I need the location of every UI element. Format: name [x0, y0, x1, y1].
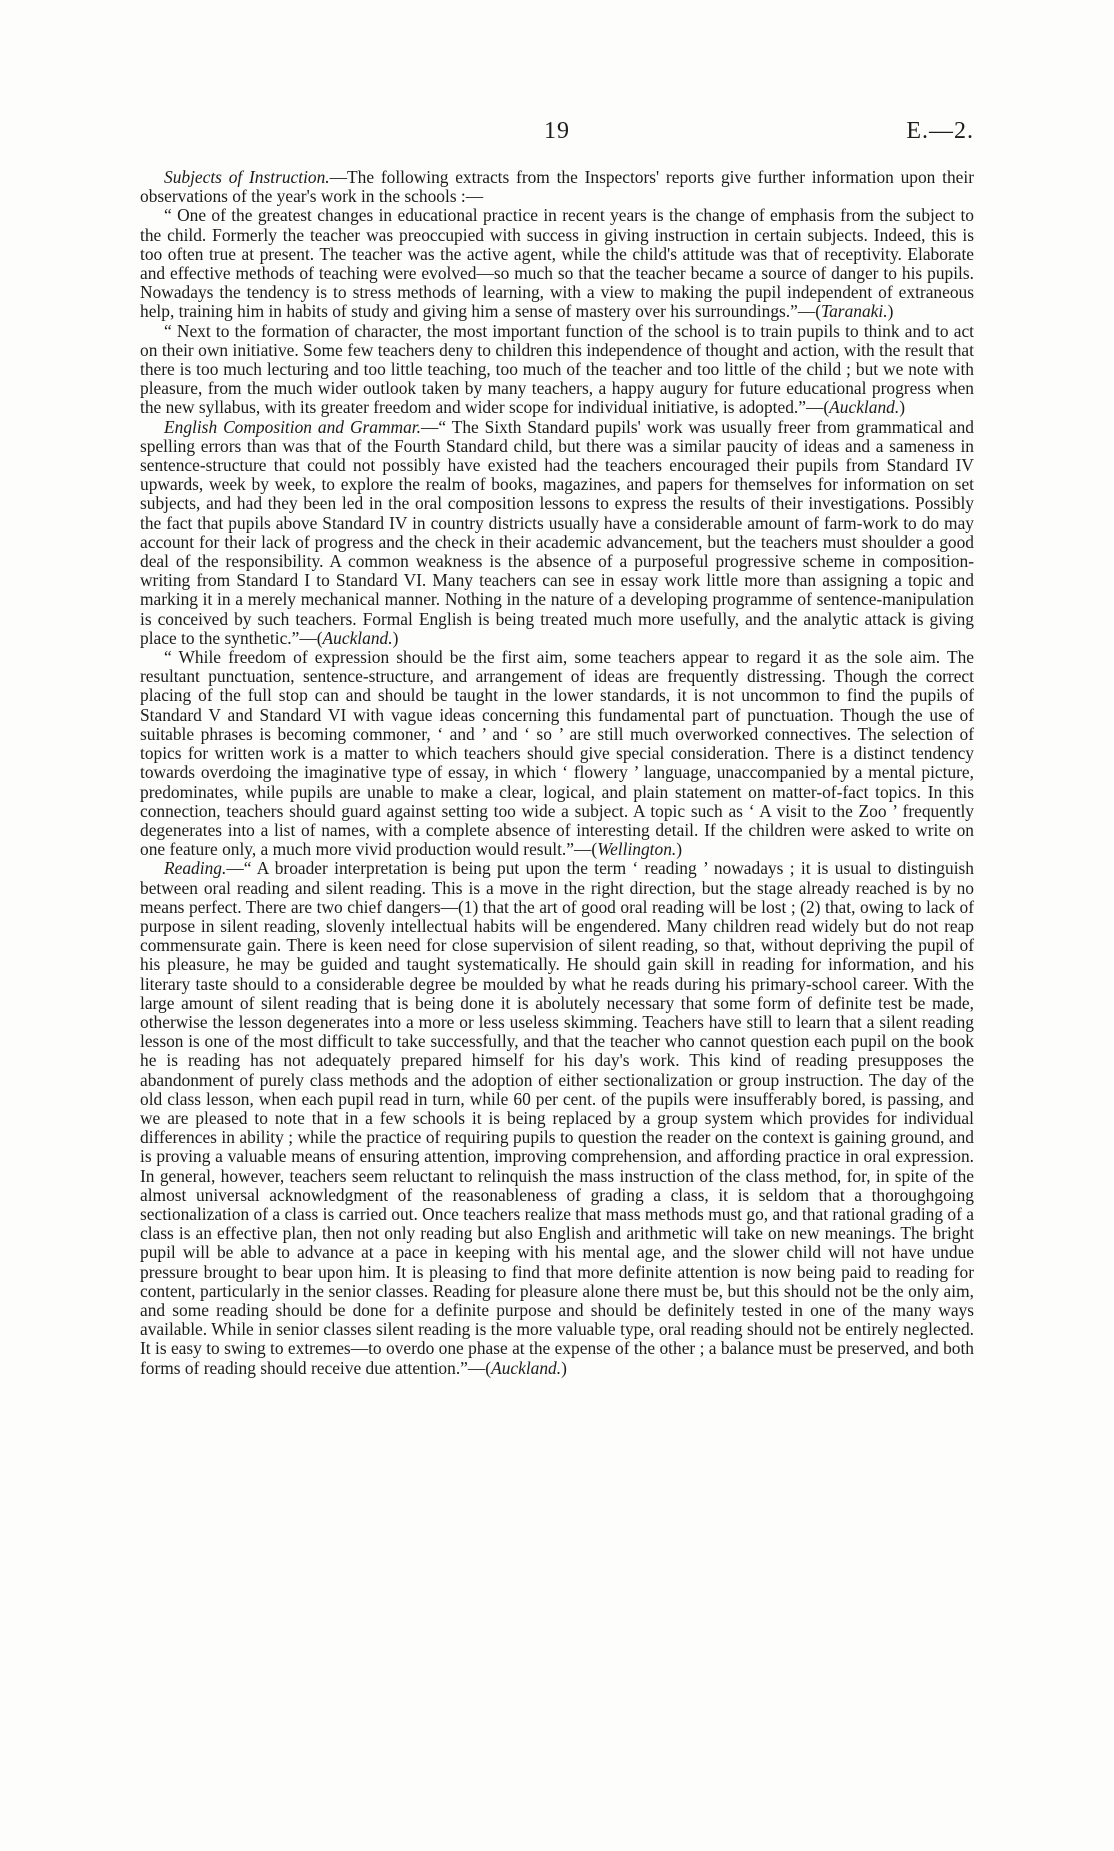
- paragraph-reading: [140, 859, 974, 1377]
- page-header: [140, 118, 974, 148]
- paragraph-text: —“ A broader interpretation is being put upon the term ‘ reading ’ nowadays ; it is usual to distinguish between oral reading and silent reading. This is a move in the right direction, but the stage already reached is by no means perfect. There are two chief dangers—(1) that the art of good oral reading will be lost ; (2) that, owing to lack of purpose in silent reading, slovenly intellectual habits will be engendered. Many children read widely but do not reap commensurate gain. There is keen need for close supervision of silent reading, so that, without depriving the pupil of his pleasure, he may be guided and taught systematically. He should gain skill in reading for information, and his literary taste should to a considerable degree be moulded by what he reads during his primary-school career. With the large amount of silent reading that is being done it is abolutely necessary that some form of definite test be made, otherwise the lesson degenerates into a more or less useless skimming. Teachers have still to learn that a silent reading lesson is one of the most difficult to take successfully, and that the teacher who cannot question each pupil on the book he is reading has not adequately prepared himself for his day's work. This kind of reading presupposes the abandonment of purely class methods and the adoption of either sectionalization or group instruction. The day of the old class lesson, when each pupil read in turn, while 60 per cent. of the pupils were insufferably bored, is passing, and we are pleased to note that in a few schools it is being replaced by a group system which provides for individual differences in ability ; while the practice of requiring pupils to question the reader on the context is gaining ground, and is proving a valuable means of ensuring attention, improving comprehension, and affording practice in oral expression. In general, however, teachers seem reluctant to relinquish the mass instruction of the class method, for, in spite of the almost universal acknowledgment of the reasonableness of grading a class, it is seldom that a thoroughgoing sectionalization of a class is carried out. Once teachers realize that mass methods must go, and that rational grading of a class is an effective plan, then not only reading but also English and arithmetic will take on new meanings. The bright pupil will be able to advance at a pace in keeping with his mental age, and the slower child will not have undue pressure brought to bear upon him. It is pleasing to find that more definite attention is now being paid to reading for content, particularly in the senior classes. Reading for pleasure alone there must be, but this should not be the only aim, and some reading should be done for a definite purpose and should be definitely tested in one of the many ways available. While in senior classes silent reading is the more valuable type, oral reading should not be entirely neglected. It is easy to swing to extremes—to overdo one phase at the expense of the other ; a balance must be preserved, and both forms of reading should receive due attention.”—(: [140, 858, 974, 1378]
- source-attribution: Auckland.: [491, 1357, 562, 1378]
- paragraph-english-composition: [140, 418, 974, 648]
- paragraph-text: “ Next to the formation of character, the most important function of the school is to train pupils to think and to act on their own initiative. Some few teachers deny to children this independence of thought and action, with the result that there is too much lecturing and too little teaching, too much of the teacher and too little of the child ; but we note with pleasure, from the much wider outlook taken by many teachers, a happy augury for future educational progress when the new syllabus, with its greater freedom and wider scope for individual initiative, is adopted.”—(: [140, 320, 974, 418]
- paragraph-text: —The following extracts from the Inspectors' reports give further information upon their observations of the year's work in the schools :—: [140, 167, 974, 207]
- paragraph-wellington-extract: [140, 648, 974, 859]
- paragraph-taranaki-extract: [140, 206, 974, 321]
- section-heading: English Composition and Grammar.: [164, 416, 421, 437]
- body-text: [140, 168, 974, 1378]
- section-heading: Reading.: [164, 858, 227, 879]
- section-heading: Subjects of Instruction.: [164, 167, 330, 187]
- paragraph-tail: ): [899, 397, 905, 418]
- source-attribution: Wellington.: [597, 839, 677, 860]
- paragraph-tail: ): [392, 627, 399, 648]
- paragraph-auckland-extract: [140, 322, 974, 418]
- paragraph-tail: ): [561, 1357, 567, 1378]
- source-attribution: Auckland.: [322, 627, 393, 648]
- source-attribution: Auckland.: [829, 397, 900, 418]
- source-attribution: Taranaki.: [821, 301, 888, 322]
- paragraph-tail: ): [676, 839, 683, 860]
- paragraph-text: “ While freedom of expression should be the first aim, some teachers appear to regard it as the sole aim. The resultant punctuation, sentence-structure, and arrangement of ideas are frequently distressing. Though the correct placing of the full stop can and should be taught in the lower standards, it is not uncommon to find the pupils of Standard V and Standard VI with vague ideas concerning this fundamental part of punctuation. Though the use of suitable phrases is becoming commoner, ‘ and ’ and ‘ so ’ are still much overworked connectives. The selection of topics for written work is a matter to which teachers should give special consideration. There is a distinct tendency towards overdoing the imaginative type of essay, in which ‘ flowery ’ language, unaccompanied by a mental picture, predominates, while pupils are unable to make a clear, logical, and plain statement on matter-of-fact topics. In this connection, teachers should guard against setting too wide a subject. A topic such as ‘ A visit to the Zoo ’ frequently degenerates into a list of names, with a complete absence of interesting detail. If the children were asked to write on one feature only, a much more vivid production would result.”—(: [140, 647, 974, 860]
- paragraph-tail: ): [887, 301, 894, 322]
- report-code: E.—2.: [906, 118, 974, 144]
- paragraph-subjects-intro: [140, 168, 974, 206]
- paragraph-text: —“ The Sixth Standard pupils' work was usually freer from grammatical and spelling errors than was that of the Fourth Standard child, but there was a similar paucity of ideas and a sameness in sentence-structure that could not possibly have existed had the teachers encouraged their pupils from Standard IV upwards, week by week, to explore the realm of books, magazines, and papers for themselves for information on set subjects, and had they been led in the oral composition lessons to express the results of their investigations. Possibly the fact that pupils above Standard IV in country districts usually have a considerable amount of farm-work to do may account for their lack of progress and the check in their academic advancement, but the teachers must shoulder a good deal of the responsibility. A common weakness is the absence of a purposeful progressive scheme in composition-writing from Standard I to Standard VI. Many teachers can see in essay work little more than assigning a topic and marking it in a merely mechanical manner. Nothing in the nature of a developing programme of sentence-manipulation is conceived by such teachers. Formal English is being treated much more usefully, and the analytic attack is giving place to the synthetic.”—(: [140, 416, 974, 648]
- paragraph-text: “ One of the greatest changes in educational practice in recent years is the change of emphasis from the subject to the child. Formerly the teacher was preoccupied with success in giving instruction in certain subjects. Indeed, this is too often true at present. The teacher was the active agent, while the child's attitude was that of receptivity. Elaborate and effective methods of teaching were evolved—so much so that the teacher became a source of danger to his pupils. Nowadays the tendency is to stress methods of learning, with a view to making the pupil independent of extraneous help, training him in habits of study and giving him a sense of mastery over his surroundings.”—(: [140, 205, 974, 322]
- page-number: 19: [544, 118, 570, 144]
